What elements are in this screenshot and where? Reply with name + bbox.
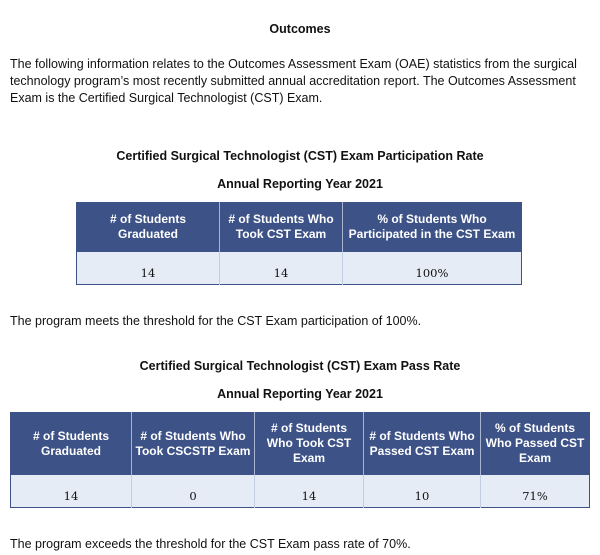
participation-value-row	[77, 252, 522, 285]
pass-rate-header-graduated: # of Students Graduated	[11, 413, 132, 475]
participation-value-participated: 100%	[343, 252, 522, 285]
pass-rate-value-cscstp: 0	[132, 475, 255, 508]
participation-value-graduated: 14	[77, 252, 220, 285]
pass-rate-statement: The program exceeds the threshold for the CST Exam pass rate of 70%.	[10, 537, 411, 551]
participation-header-participated: % of Students Who Participated in the CST Exam	[343, 203, 522, 252]
pass-rate-value-passed: 10	[364, 475, 481, 508]
pass-rate-value-took: 14	[255, 475, 364, 508]
pass-rate-year: Annual Reporting Year 2021	[217, 387, 383, 401]
pass-rate-header-percent: % of Students Who Passed CST Exam	[481, 413, 590, 475]
participation-statement: The program meets the threshold for the CST Exam participation of 100%.	[10, 314, 422, 328]
participation-header-row	[77, 203, 522, 252]
participation-title: Certified Surgical Technologist (CST) Exam Participation Rate	[116, 149, 484, 163]
page-heading: Outcomes	[269, 22, 331, 36]
pass-rate-table	[10, 412, 590, 508]
pass-rate-header-passed: # of Students Who Passed CST Exam	[364, 413, 481, 475]
pass-rate-title: Certified Surgical Technologist (CST) Exam Pass Rate	[139, 359, 461, 373]
pass-rate-header-took: # of Students Who Took CST Exam	[255, 413, 364, 475]
participation-header-graduated: # of Students Graduated	[77, 203, 220, 252]
participation-year: Annual Reporting Year 2021	[217, 177, 383, 191]
pass-rate-value-row	[11, 475, 590, 508]
pass-rate-header-row	[11, 413, 590, 475]
participation-table	[76, 202, 522, 285]
pass-rate-value-graduated: 14	[11, 475, 132, 508]
pass-rate-header-cscstp: # of Students Who Took CSCSTP Exam	[132, 413, 255, 475]
intro-paragraph: The following information relates to the Outcomes Assessment Exam (OAE) statistics from the surgical technology program’s most recently submitted annual accreditation report. The Outcomes Assessment Exam is the Certified Surgical Technologist (CST) Exam.	[10, 57, 577, 105]
pass-rate-value-percent: 71%	[481, 475, 590, 508]
participation-header-took: # of Students Who Took CST Exam	[220, 203, 343, 252]
participation-value-took: 14	[220, 252, 343, 285]
